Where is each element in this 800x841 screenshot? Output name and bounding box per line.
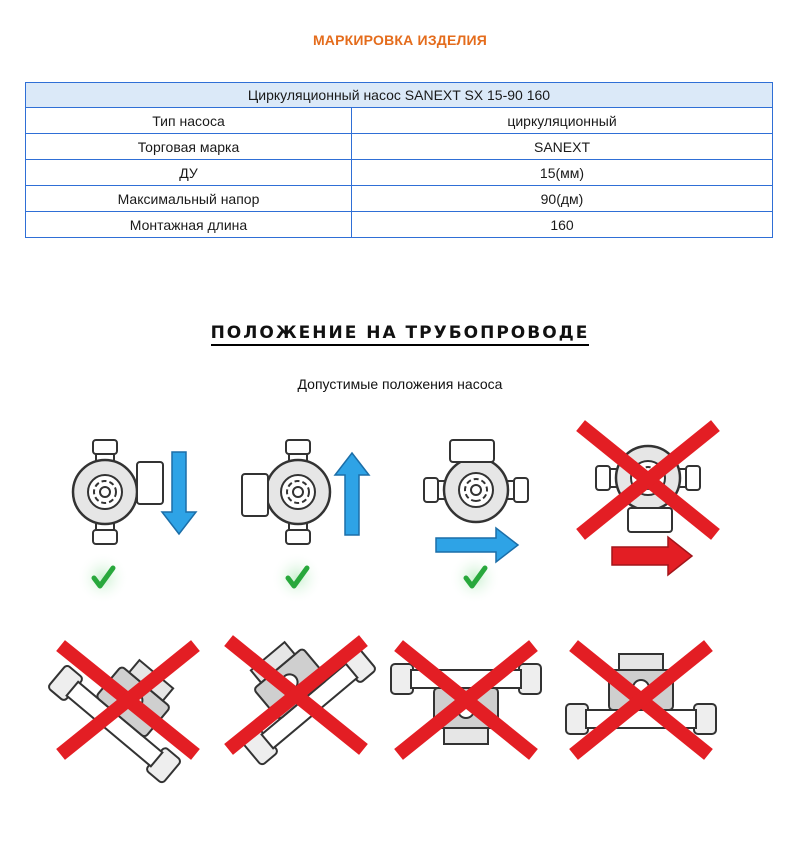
row-label: Максимальный напор xyxy=(26,186,352,212)
check-icon xyxy=(271,552,323,604)
pump-diagram-8 xyxy=(566,650,716,750)
row-value: 15(мм) xyxy=(352,160,773,186)
terminal-box xyxy=(242,474,268,516)
pump-diagram-7 xyxy=(391,650,541,750)
row-value: 160 xyxy=(352,212,773,238)
row-label: Монтажная длина xyxy=(26,212,352,238)
row-value: циркуляционный xyxy=(352,108,773,134)
spec-table-title: Циркуляционный насос SANEXT SX 15-90 160 xyxy=(26,83,773,108)
terminal-box xyxy=(628,508,672,532)
arrow-down-icon xyxy=(162,452,196,534)
row-label: Тип насоса xyxy=(26,108,352,134)
pump-diagram-5 xyxy=(47,626,213,784)
terminal-box xyxy=(137,462,163,504)
pump-diagram-6 xyxy=(210,608,376,766)
row-value: SANEXT xyxy=(352,134,773,160)
arrow-right-red-icon xyxy=(612,537,692,575)
row-value: 90(дм) xyxy=(352,186,773,212)
row-label: Торговая марка xyxy=(26,134,352,160)
check-icon xyxy=(449,552,501,604)
position-subtitle: Допустимые положения насоса xyxy=(297,376,503,392)
arrow-up-icon xyxy=(335,453,369,535)
pump-diagram-2 xyxy=(242,440,369,604)
terminal-box xyxy=(450,440,494,462)
row-label: ДУ xyxy=(26,160,352,186)
pump-diagram-4 xyxy=(586,430,710,575)
pump-diagram-3 xyxy=(424,440,528,604)
section-title: МАРКИРОВКА ИЗДЕЛИЯ xyxy=(312,32,488,48)
position-heading: ПОЛОЖЕНИЕ НА ТРУБОПРОВОДЕ xyxy=(0,323,800,343)
check-icon xyxy=(77,552,129,604)
pump-diagram-1 xyxy=(73,440,196,604)
